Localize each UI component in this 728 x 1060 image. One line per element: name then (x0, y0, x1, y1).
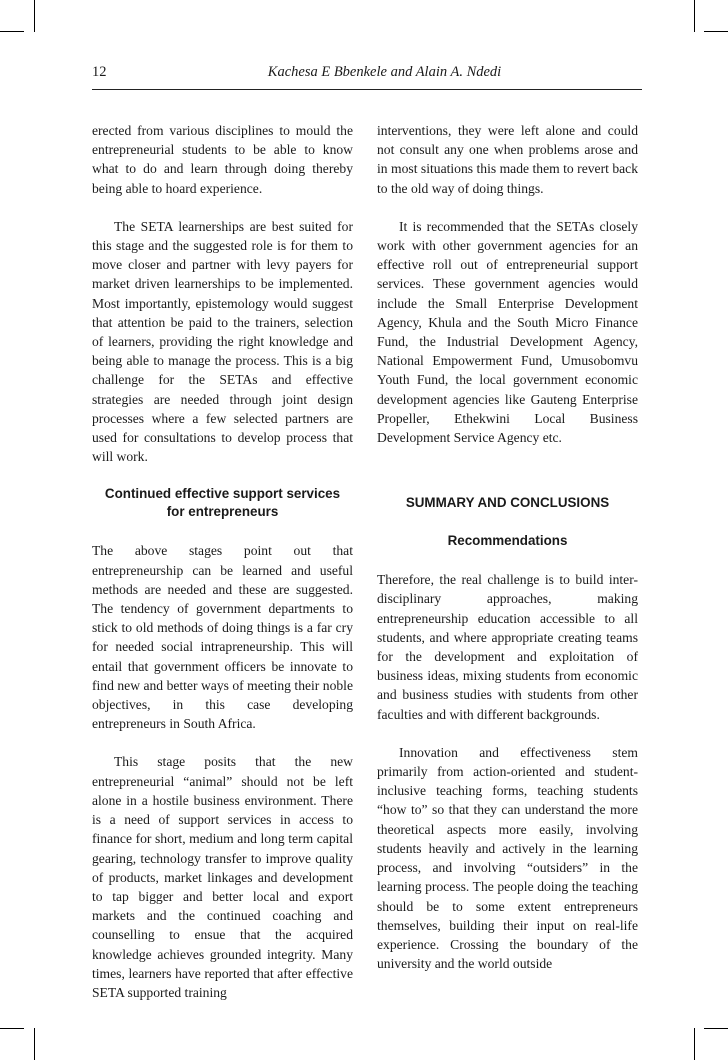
page-number: 12 (92, 64, 107, 80)
crop-mark-top-right (694, 0, 695, 32)
right-paragraph-3: Therefore, the real challenge is to build inter-disciplinary approaches, making entrepreneurship education accessible to all students, and where appropriate creating teams for the development and exploitation of business ideas, mixing students from economic and business studies with students from other faculties and with different backgrounds. (377, 572, 638, 722)
right-paragraph-1: interventions, they were left alone and could not consult any one when problems arose and in most situations this made them to revert back to the old way of doing things. (377, 123, 638, 196)
left-paragraph-3: The above stages point out that entrepreneurship can be learned and useful methods are needed and these are suggested. The tendency of government departments to stick to old methods of doing things is a far cry for needed social intrapreneurship. This will entail that government officers be innovate to find new and better ways of meeting their noble objectives, in this case developing entrepreneurs in South Africa. (92, 543, 353, 732)
section-heading-support-services (92, 485, 353, 521)
heading-line-1: Continued effective support services (104, 486, 341, 502)
section-spacer (377, 466, 638, 494)
crop-mark-top-left-h (0, 31, 24, 32)
crop-mark-bottom-right (694, 1028, 695, 1060)
crop-mark-bottom-right-h (704, 1028, 728, 1029)
crop-mark-bottom-left-h (0, 1028, 24, 1029)
left-column (92, 121, 353, 1002)
crop-mark-top-left (34, 0, 35, 32)
crop-mark-top-right-h (704, 31, 728, 32)
left-paragraph-1: erected from various disciplines to mould the entrepreneurial students to be able to know what to do and learn through doing thereby being able to hoard experience. (92, 123, 353, 196)
header-rule (92, 89, 642, 90)
right-paragraph-2: It is recommended that the SETAs closely work with other government agencies for an effective roll out of entrepreneurial support services. These government agencies would include the Small Enterprise Development Agency, Khula and the South Micro Finance Fund, the Industrial Development Agency, National Empowerment Fund, Umusobomvu Youth Fund, the local government economic development agencies like Gauteng Enterprise Propeller, Ethekwini Local Business Development Service Agency etc. (377, 218, 638, 446)
heading-line-2: for entrepreneurs (166, 504, 279, 520)
right-paragraph-4: Innovation and effectiveness stem primarily from action-oriented and student-inclusive teaching forms, teaching students “how to” so that they can understand the more theoretical aspects more easily, involving students heavily and actively in the learning process, and involving “outsiders” in the learning process. The people doing the teaching should be to some extent entrepreneurs themselves, building their input on real-life experience. Crossing the boundary of the university and the world outside (377, 744, 638, 972)
right-column (377, 121, 638, 973)
running-header (92, 64, 637, 86)
section-heading-summary: SUMMARY AND CONCLUSIONS (405, 495, 610, 511)
crop-mark-bottom-left (34, 1028, 35, 1060)
left-paragraph-4: This stage posits that the new entrepreneurial “animal” should not be left alone in a hostile business environment. There is a need of support services in access to finance for short, medium and long term capital gearing, technology transfer to improve quality of products, market linkages and development to tap bigger and better local and export markets and the continued coaching and counselling to ensue that the acquired knowledge achieves grounded integrity. Many times, learners have reported that after effective SETA supported training (92, 754, 353, 1000)
left-paragraph-2: The SETA learnerships are best suited for this stage and the suggested role is for them to move closer and partner with levy payers for market driven learnerships to be implemented. Most importantly, epistemology would suggest that attention be paid to the trainers, selection of learners, providing the right knowledge and being able to manage the process. This is a big challenge for the SETAs and effective strategies are needed through joint design processes where a few selected partners are used for consultations to develop process that will work. (92, 218, 353, 465)
section-heading-recommendations: Recommendations (447, 533, 568, 549)
running-title: Kachesa E Bbenkele and Alain A. Ndedi (267, 64, 502, 80)
